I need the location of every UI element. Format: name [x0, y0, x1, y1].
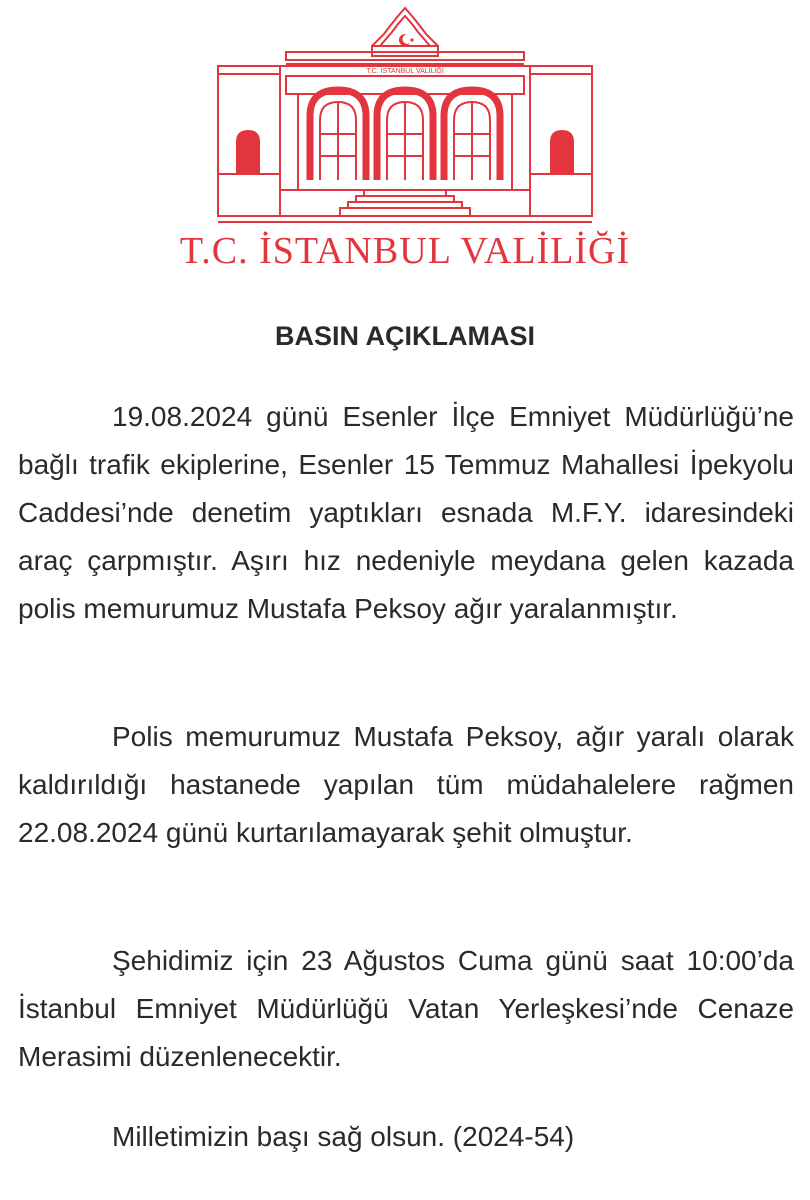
paragraph-3: Şehidimiz için 23 Ağustos Cuma günü saat 10:00’da İstanbul Emniyet Müdürlüğü Vatan Yerleşkesi’nde Cenaze Merasimi düzenlenecektir.	[18, 945, 794, 1072]
page-title: BASIN AÇIKLAMASI	[275, 321, 535, 351]
paragraph-4: Milletimizin başı sağ olsun. (2024-54)	[112, 1121, 575, 1152]
svg-text:T.C. İSTANBUL VALİLİĞİ: T.C. İSTANBUL VALİLİĞİ	[366, 68, 444, 75]
logo-text: T.C. İSTANBUL VALİLİĞİ	[179, 230, 631, 272]
governorship-building-logo-icon	[214, 4, 596, 244]
paragraph-2: Polis memurumuz Mustafa Peksoy, ağır yaralı olarak kaldırıldığı hastanede yapılan tüm müdahalelere rağmen 22.08.2024 günü kurtarılamayarak şehit olmuştur.	[18, 721, 794, 848]
paragraph-1: 19.08.2024 günü Esenler İlçe Emniyet Müdürlüğü’ne bağlı trafik ekiplerine, Esenler 15 Temmuz Mahallesi İpekyolu Caddesi’nde denetim yaptıkları esnada M.F.Y. idaresindeki araç çarpmıştır. Aşırı hız nedeniyle meydana gelen kazada polis memurumuz Mustafa Peksoy ağır yaralanmıştır.	[18, 401, 794, 624]
